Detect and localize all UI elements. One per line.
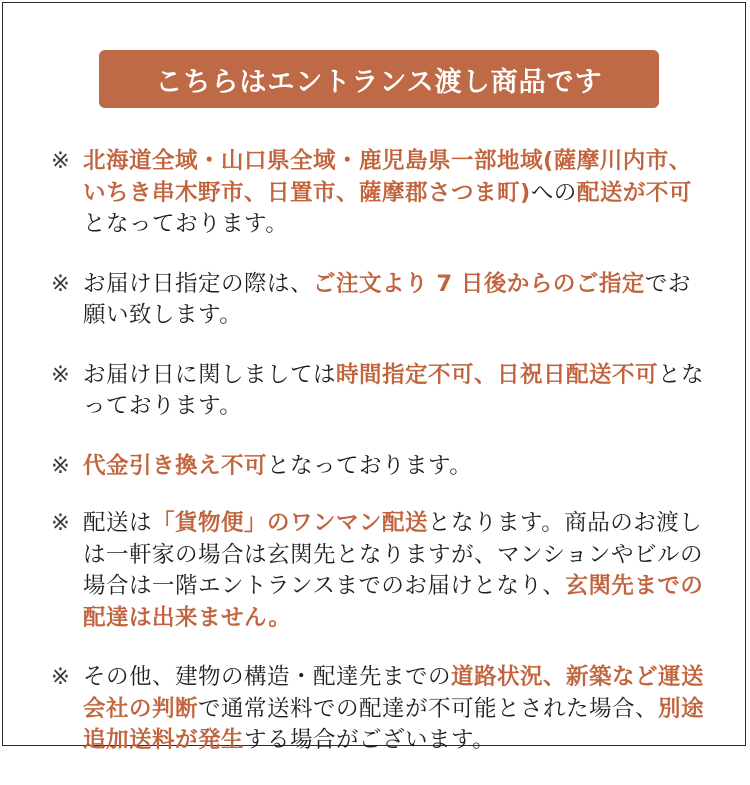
reference-mark: ※ <box>51 664 70 690</box>
reference-mark: ※ <box>51 361 70 388</box>
note-text-part: となります。商品のお渡しは一軒家の場合は玄関先となりますが、マンションやビルの場合は一階エントランスまでのお届けとなり、 <box>83 510 703 599</box>
highlight-text: 配送が不可 <box>576 179 692 206</box>
notes-list <box>51 146 711 785</box>
notice-frame <box>2 2 746 753</box>
note-text-part: で通常送料での配達が不可能とされた場合、 <box>198 695 659 722</box>
note-text-part: お届け日に関しましては <box>83 361 337 388</box>
note-item-4 <box>51 451 711 483</box>
reference-mark: ※ <box>51 452 70 479</box>
note-text-part: でお願い致します。 <box>83 270 691 328</box>
highlight-text: 「貨物便」のワンマン配送 <box>152 510 429 536</box>
note-item-2 <box>51 269 711 332</box>
reference-mark: ※ <box>51 148 70 174</box>
note-item-6 <box>51 662 711 757</box>
note-text-part: となっております。 <box>83 211 289 237</box>
reference-mark: ※ <box>51 510 70 536</box>
highlight-text: 北海道全域・山口県全域・鹿児島県一部地域(薩摩川内市、いちき串木野市、日置市、薩摩郡さつま町) <box>83 148 692 206</box>
note-text-part: する場合がございます。 <box>244 727 496 753</box>
highlight-text: 時間指定不可、日祝日配送不可 <box>336 361 659 388</box>
note-text-part: 配送は <box>83 510 153 536</box>
highlight-text: 代金引き換え不可 <box>83 452 268 479</box>
note-text <box>83 508 711 634</box>
note-text-part: その他、建物の構造・配達先までの <box>83 664 452 690</box>
note-item-1 <box>51 146 711 241</box>
note-text-part: お届け日指定の際は、 <box>83 270 314 297</box>
note-text-part: となっております。 <box>267 452 473 479</box>
highlight-text: 別途追加送料が発生 <box>83 695 705 753</box>
note-text <box>83 146 711 241</box>
note-text <box>83 269 711 332</box>
note-item-3 <box>51 360 711 423</box>
header-banner <box>99 50 659 108</box>
note-text <box>83 360 711 423</box>
note-text <box>83 662 711 757</box>
highlight-text: ご注文より 7 日後からのご指定 <box>313 270 645 297</box>
note-text <box>83 451 711 483</box>
note-text-part: となっております。 <box>83 361 705 419</box>
highlight-text: 道路状況、新築など運送会社の判断 <box>83 664 705 722</box>
highlight-text: 玄関先までの配達は出来ません。 <box>83 573 704 631</box>
note-text-part: への <box>530 179 577 206</box>
note-item-5 <box>51 508 711 634</box>
header-title: こちらはエントランス渡し商品です <box>155 66 603 98</box>
reference-mark: ※ <box>51 270 70 297</box>
